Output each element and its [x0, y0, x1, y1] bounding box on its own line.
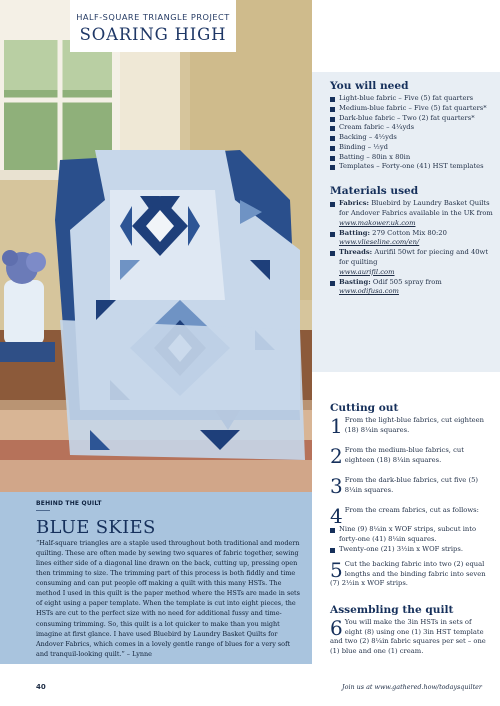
list-item: Nine (9) 8¼in x WOF strips, subcut into forty-one (41) 8¼in squares.: [330, 525, 490, 545]
list-item: Batting – 80in x 80in: [330, 153, 494, 163]
materials-item-basting: [330, 278, 494, 298]
behind-the-quilt-panel: [0, 492, 312, 664]
step-3: [330, 474, 490, 498]
step-text: From the medium-blue fabrics, cut eighteen (18) 8¼in squares.: [344, 446, 464, 464]
list-item: Templates – Forty-one (41) HST templates: [330, 162, 494, 172]
materials-link[interactable]: www.makower.uk.com: [339, 218, 416, 227]
step-text: From the light-blue fabrics, cut eighteen (18) 8¼in squares.: [344, 416, 485, 434]
story-heading: BLUE SKIES: [36, 517, 156, 538]
requirements-content: [330, 80, 494, 297]
story-tag: BEHIND THE QUILT: [36, 500, 102, 507]
step-number: 3: [330, 474, 343, 498]
materials-item-fabrics: [330, 199, 494, 228]
step-number: 4: [330, 504, 343, 528]
materials-link[interactable]: www.vlieseline.com/en/: [339, 238, 420, 247]
materials-label: Batting:: [339, 228, 370, 237]
materials-used-heading: Materials used: [330, 185, 419, 198]
materials-text: 279 Cotton Mix 80:20: [372, 228, 447, 237]
step-text: From the cream fabrics, cut as follows:: [344, 506, 479, 514]
materials-label: Basting:: [339, 277, 371, 286]
step-text: From the dark-blue fabrics, cut five (5) 8¼in squares.: [344, 476, 479, 494]
materials-item-threads: [330, 248, 494, 277]
materials-list: [330, 199, 494, 297]
materials-link[interactable]: www.odifusa.com: [339, 287, 399, 296]
materials-label: Fabrics:: [339, 199, 370, 208]
you-will-need-list: [330, 94, 494, 172]
assembling-heading: Assembling the quilt: [330, 604, 454, 616]
step-number: 6: [330, 616, 343, 640]
project-kicker: HALF-SQUARE TRIANGLE PROJECT: [76, 12, 230, 22]
step-1: [330, 414, 490, 438]
step-4-list: [330, 525, 490, 554]
step-6: [330, 618, 490, 656]
cutting-out-heading: Cutting out: [330, 402, 399, 414]
step-number: 5: [330, 558, 343, 582]
list-item: Backing – 4½yds: [330, 133, 494, 143]
list-item: Binding – ½yd: [330, 143, 494, 153]
step-2: [330, 444, 490, 468]
materials-item-batting: [330, 229, 494, 249]
page-title: SOARING HIGH: [79, 25, 227, 44]
materials-text: Aurifil 50wt for piecing and 40wt for quilting: [339, 248, 489, 266]
materials-text: Bluebird by Laundry Basket Quilts for Andover Fabrics available in the UK from: [339, 199, 493, 218]
title-box: [70, 0, 236, 52]
step-text: You will make the 3in HSTs in sets of eight (8) using one (1) 3in HST template and two (2) 8¼in fabric squares per set – one (1) blue and one (1) cream.: [330, 618, 486, 655]
step-number: 2: [330, 444, 343, 468]
step-5: [330, 560, 490, 589]
story-divider: [36, 510, 50, 511]
list-item: Dark-blue fabric – Two (2) fat quarters*: [330, 114, 494, 124]
story-body: “Half-square triangles are a staple used throughout both traditional and modern quilting. These are often made by sewing two squares of fabric together, sewing lines either side of a diagonal line drawn on the back, cutting up, pressing open then trimming to size. The trimming part of this process is both fiddly and time consuming and can put people off making a quilt with this many HSTs. The method I used in this quilt is the paper method where the HSTs are made in sets of eight using a paper template. When the template is cut into eight pieces, the HSTs are cut to the perfect size with no need for additional fussy and time-consuming trimming. So, this quilt is a lot quicker to make than you might imagine at first glance. I have used Bluebird by Laundry Basket Quilts for Andover Fabrics, which comes in a lovely gentle range of blues for a very soft and tranquil-looking quilt.” – Lynne: [36, 539, 300, 658]
step-4: [330, 506, 490, 554]
list-item: Cream fabric – 4¼yds: [330, 123, 494, 133]
footer-link[interactable]: Join us at www.gathered.how/todaysquilter: [342, 683, 482, 691]
page-number: 40: [36, 683, 46, 691]
materials-text: Odif 505 spray from: [372, 277, 442, 286]
list-item: Light-blue fabric – Five (5) fat quarters: [330, 94, 494, 104]
list-item: Twenty-one (21) 3½in x WOF strips.: [330, 545, 490, 555]
quilt-photo: [0, 0, 312, 492]
materials-label: Threads:: [339, 248, 373, 257]
step-number: 1: [330, 414, 343, 438]
materials-link[interactable]: www.aurifil.com: [339, 267, 395, 276]
step-text: Cut the backing fabric into two (2) equal lengths and the binding fabric into seven (7) 2½in x WOF strips.: [330, 560, 486, 588]
you-will-need-heading: You will need: [330, 80, 409, 92]
list-item: Medium-blue fabric – Five (5) fat quarters*: [330, 104, 494, 114]
